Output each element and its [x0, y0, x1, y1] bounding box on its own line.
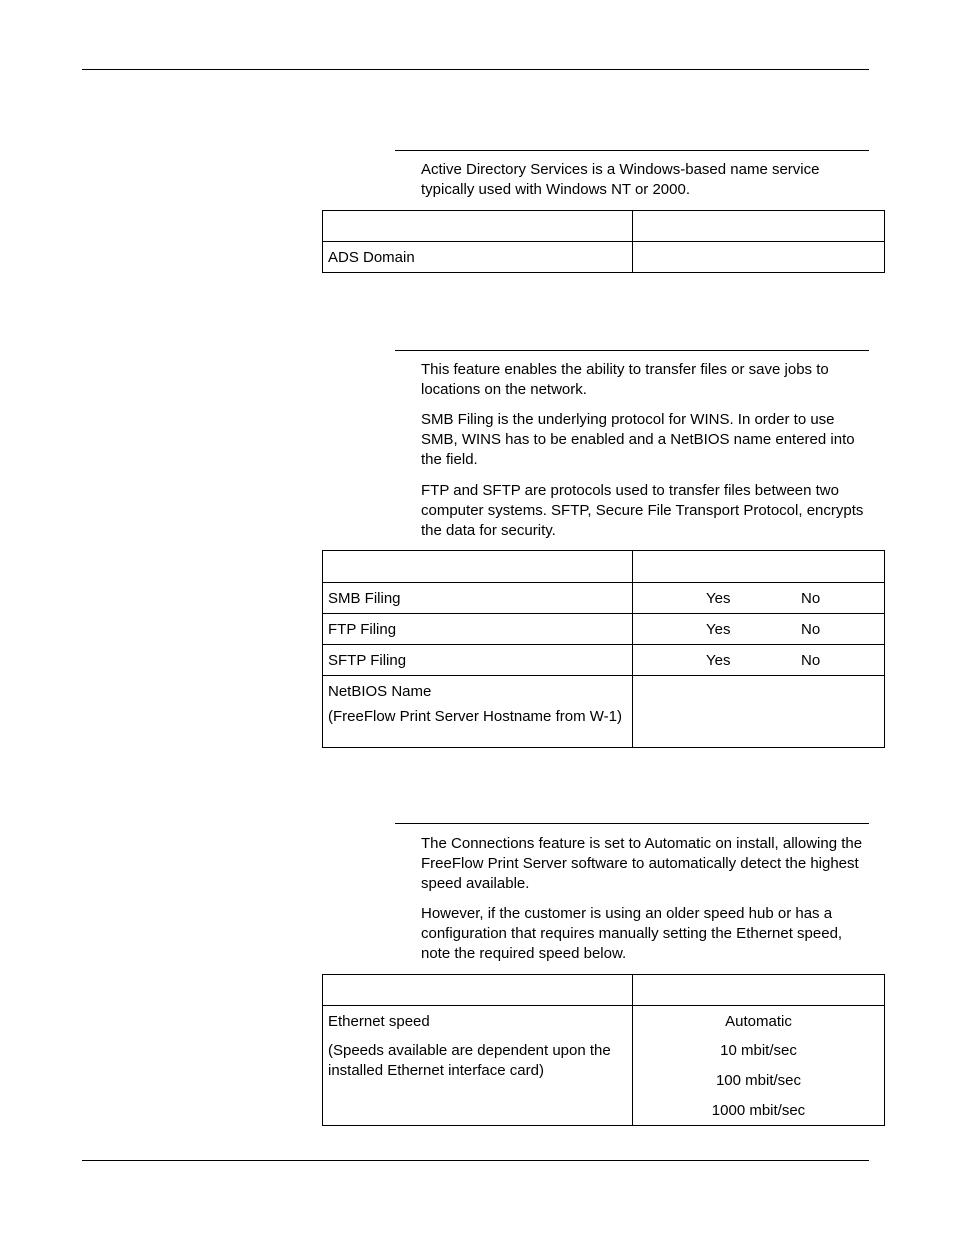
filing-section-rule	[395, 350, 869, 351]
smb-filing-choice	[633, 583, 885, 614]
table-row	[323, 583, 885, 614]
netbios-name-note: (FreeFlow Print Server Hostname from W-1)	[328, 708, 622, 725]
ftp-filing-choice	[633, 614, 885, 645]
connections-header-cell-1	[323, 975, 633, 1006]
filing-table-header-row	[323, 551, 885, 583]
ads-domain-label: ADS Domain	[323, 242, 633, 273]
ethernet-speed-label: Ethernet speed	[328, 1013, 430, 1030]
ethernet-speed-cell	[323, 1006, 633, 1126]
ads-section-rule	[395, 150, 869, 151]
sftp-filing-choice	[633, 645, 885, 676]
ads-header-cell-1	[323, 211, 633, 242]
ftp-filing-yes-option[interactable]: Yes	[706, 621, 731, 638]
speed-option-10[interactable]: 10 mbit/sec	[720, 1042, 797, 1059]
table-row	[323, 242, 885, 273]
ethernet-speed-note: (Speeds available are dependent upon the installed Ethernet interface card)	[328, 1042, 611, 1079]
ethernet-speed-options	[633, 1006, 885, 1126]
ads-table-header-row	[323, 211, 885, 242]
sftp-filing-no-option[interactable]: No	[801, 652, 821, 669]
filing-header-cell-1	[323, 551, 633, 583]
connections-description-2: However, if the customer is using an older speed hub or has a configuration that requires manually setting the Ethernet speed, note the required speed below.	[421, 905, 843, 962]
filing-description-1: This feature enables the ability to transfer files or save jobs to locations on the network.	[421, 361, 829, 398]
ads-domain-value-cell[interactable]	[633, 242, 885, 273]
ads-header-cell-2	[633, 211, 885, 242]
smb-filing-no-option[interactable]: No	[801, 590, 821, 607]
netbios-name-label: NetBIOS Name	[328, 683, 432, 700]
ftp-filing-label: FTP Filing	[323, 614, 633, 645]
table-row	[323, 1006, 885, 1126]
connections-section-rule	[395, 823, 869, 824]
header-rule	[82, 69, 869, 70]
smb-filing-yes-option[interactable]: Yes	[706, 590, 731, 607]
table-row	[323, 676, 885, 748]
filing-description-2: SMB Filing is the underlying protocol for WINS. In order to use SMB, WINS has to be enabled and a NetBIOS name entered into the field.	[421, 411, 855, 468]
table-row	[323, 645, 885, 676]
netbios-name-cell	[323, 676, 633, 748]
connections-table	[322, 974, 885, 1126]
speed-option-100[interactable]: 100 mbit/sec	[715, 1072, 802, 1089]
ads-table	[322, 210, 885, 273]
speed-option-1000[interactable]: 1000 mbit/sec	[711, 1102, 806, 1119]
footer-rule	[82, 1160, 869, 1161]
connections-description-1: The Connections feature is set to Automatic on install, allowing the FreeFlow Print Server software to automatically detect the highest speed available.	[421, 835, 863, 892]
smb-filing-label: SMB Filing	[323, 583, 633, 614]
ftp-filing-no-option[interactable]: No	[801, 621, 821, 638]
filing-header-cell-2	[633, 551, 885, 583]
sftp-filing-yes-option[interactable]: Yes	[706, 652, 731, 669]
table-row	[323, 614, 885, 645]
filing-description-3: FTP and SFTP are protocols used to transfer files between two computer systems. SFTP, Secure File Transport Protocol, encrypts the data for security.	[421, 482, 864, 539]
speed-option-automatic[interactable]: Automatic	[725, 1013, 792, 1030]
filing-table	[322, 550, 885, 748]
connections-header-cell-2	[633, 975, 885, 1006]
sftp-filing-label: SFTP Filing	[323, 645, 633, 676]
ads-description: Active Directory Services is a Windows-based name service typically used with Windows NT or 2000.	[421, 161, 820, 198]
connections-table-header-row	[323, 975, 885, 1006]
netbios-name-value-cell[interactable]	[633, 676, 885, 748]
